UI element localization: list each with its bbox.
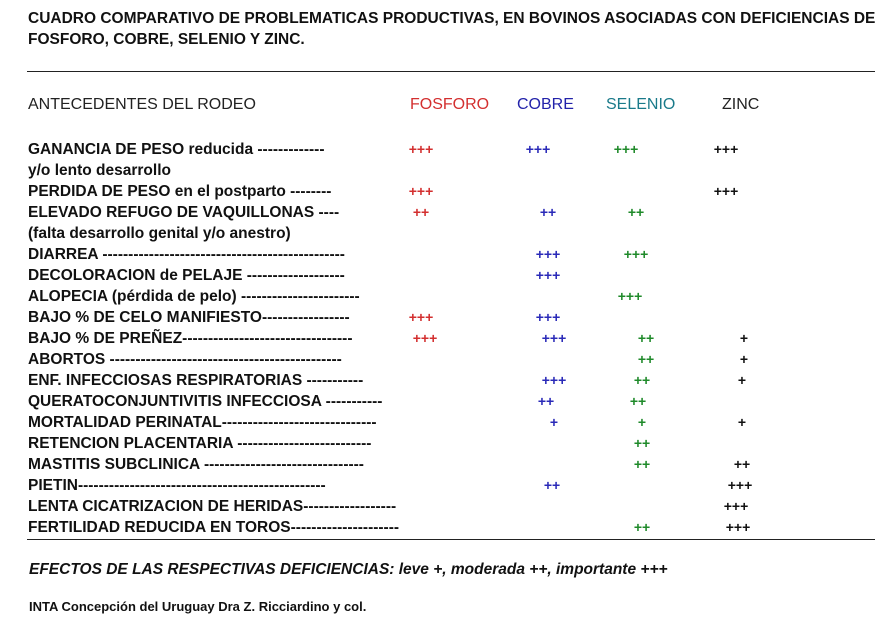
- table-row: [0, 139, 890, 160]
- table-row: [0, 328, 890, 349]
- header-fosforo: FOSFORO: [410, 96, 490, 113]
- table-row: [0, 160, 890, 181]
- zinc-severity: +: [737, 414, 747, 430]
- fosforo-severity: ++: [412, 204, 430, 220]
- zinc-severity: +++: [713, 183, 739, 199]
- cobre-severity: +++: [535, 246, 561, 262]
- cobre-severity: +++: [525, 141, 551, 157]
- cobre-severity: +++: [535, 309, 561, 325]
- comparison-table: [0, 139, 890, 538]
- header-selenio: SELENIO: [606, 96, 676, 113]
- table-row: [0, 307, 890, 328]
- row-label: ELEVADO REFUGO DE VAQUILLONAS ----: [28, 204, 340, 221]
- row-label: PIETIN------------------------------------------------: [28, 477, 326, 494]
- table-row: [0, 265, 890, 286]
- source-credit: INTA Concepción del Uruguay Dra Z. Ricciardino y col.: [29, 599, 367, 614]
- table-row: [0, 454, 890, 475]
- cobre-severity: ++: [539, 204, 557, 220]
- header-antecedentes: ANTECEDENTES DEL RODEO: [28, 96, 256, 113]
- table-row: [0, 391, 890, 412]
- header-zinc: ZINC: [722, 96, 760, 113]
- table-row: [0, 349, 890, 370]
- selenio-severity: ++: [633, 435, 651, 451]
- table-row: [0, 202, 890, 223]
- table-row: [0, 370, 890, 391]
- zinc-severity: +: [737, 372, 747, 388]
- selenio-severity: +: [637, 414, 647, 430]
- selenio-severity: ++: [633, 456, 651, 472]
- top-divider: [27, 71, 875, 72]
- selenio-severity: +++: [623, 246, 649, 262]
- table-row: [0, 244, 890, 265]
- selenio-severity: ++: [637, 330, 655, 346]
- selenio-severity: ++: [633, 519, 651, 535]
- severity-legend: EFECTOS DE LAS RESPECTIVAS DEFICIENCIAS: leve +, moderada ++, importante +++: [29, 561, 668, 578]
- row-label: BAJO % DE CELO MANIFIESTO-----------------: [28, 309, 350, 326]
- selenio-severity: ++: [627, 204, 645, 220]
- zinc-severity: +: [739, 330, 749, 346]
- zinc-severity: +++: [725, 519, 751, 535]
- row-label: FERTILIDAD REDUCIDA EN TOROS---------------------: [28, 519, 400, 536]
- table-row: [0, 181, 890, 202]
- table-row: [0, 412, 890, 433]
- row-label: GANANCIA DE PESO reducida -------------: [28, 141, 325, 158]
- row-label: QUERATOCONJUNTIVITIS INFECCIOSA -----------: [28, 393, 383, 410]
- table-row: [0, 475, 890, 496]
- fosforo-severity: +++: [408, 183, 434, 199]
- row-label: DECOLORACION de PELAJE -------------------: [28, 267, 345, 284]
- cobre-severity: +++: [541, 372, 567, 388]
- row-label: ALOPECIA (pérdida de pelo) -----------------------: [28, 288, 360, 305]
- selenio-severity: +++: [613, 141, 639, 157]
- row-label: LENTA CICATRIZACION DE HERIDAS------------------: [28, 498, 397, 515]
- zinc-severity: ++: [733, 456, 751, 472]
- row-label: MASTITIS SUBCLINICA -------------------------------: [28, 456, 364, 473]
- row-label: RETENCION PLACENTARIA --------------------------: [28, 435, 372, 452]
- cobre-severity: +: [549, 414, 559, 430]
- selenio-severity: ++: [629, 393, 647, 409]
- row-label: PERDIDA DE PESO en el postparto --------: [28, 183, 332, 200]
- cobre-severity: ++: [537, 393, 555, 409]
- row-label: ENF. INFECCIOSAS RESPIRATORIAS -----------: [28, 372, 364, 389]
- row-label: MORTALIDAD PERINATAL------------------------------: [28, 414, 377, 431]
- zinc-severity: +++: [727, 477, 753, 493]
- header-cobre: COBRE: [517, 96, 574, 113]
- cobre-severity: ++: [543, 477, 561, 493]
- zinc-severity: +++: [713, 141, 739, 157]
- row-label: ABORTOS ---------------------------------------------: [28, 351, 342, 368]
- selenio-severity: ++: [633, 372, 651, 388]
- fosforo-severity: +++: [408, 141, 434, 157]
- selenio-severity: ++: [637, 351, 655, 367]
- document-title: CUADRO COMPARATIVO DE PROBLEMATICAS PRODUCTIVAS, EN BOVINOS ASOCIADAS CON DEFICIENCIAS DE FOSFORO, COBRE, SELENIO Y ZINC.: [28, 10, 876, 48]
- zinc-severity: +: [739, 351, 749, 367]
- row-label: BAJO % DE PREÑEZ---------------------------------: [28, 330, 353, 347]
- fosforo-severity: +++: [408, 309, 434, 325]
- selenio-severity: +++: [617, 288, 643, 304]
- table-row: [0, 286, 890, 307]
- row-label: y/o lento desarrollo: [28, 162, 171, 179]
- row-label: DIARREA -----------------------------------------------: [28, 246, 345, 263]
- cobre-severity: +++: [541, 330, 567, 346]
- table-row: [0, 496, 890, 517]
- table-row: [0, 223, 890, 244]
- bottom-divider: [27, 539, 875, 540]
- row-label: (falta desarrollo genital y/o anestro): [28, 225, 291, 242]
- table-row: [0, 517, 890, 538]
- fosforo-severity: +++: [412, 330, 438, 346]
- table-row: [0, 433, 890, 454]
- zinc-severity: +++: [723, 498, 749, 514]
- cobre-severity: +++: [535, 267, 561, 283]
